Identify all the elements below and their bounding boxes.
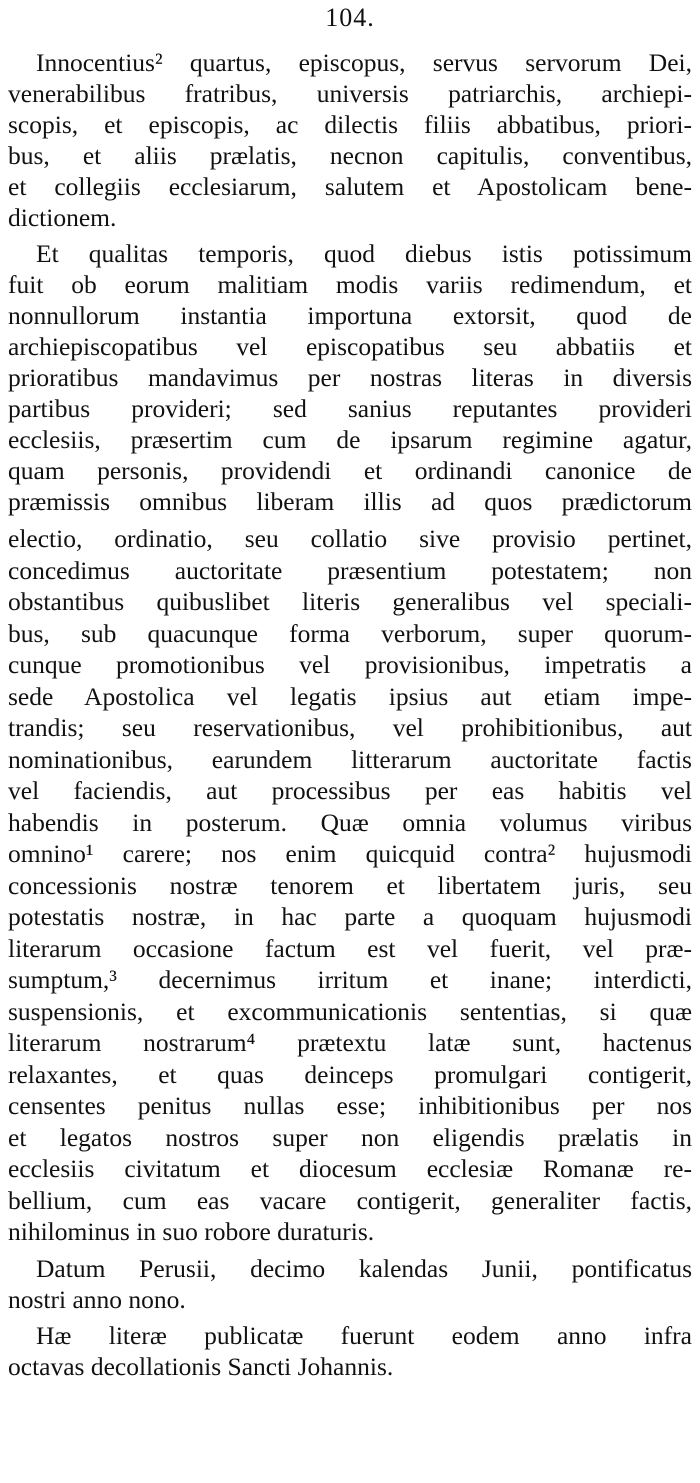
text-line: nominationibus, earundem litterarum auctoritate factis [8, 744, 692, 774]
page-number: 104. [325, 3, 375, 32]
paragraph-continuation [8, 523, 692, 1248]
text-line: trandis; seu reservationibus, vel prohibitionibus, aut [8, 713, 692, 742]
text-line: prioratibus mandavimus per nostras literas in diversis [8, 363, 692, 392]
text-line: et legatos nostros super non eligendis prælatis in [8, 1122, 692, 1152]
text-line: nonnullorum instantia importuna extorsit, quod de [8, 301, 692, 330]
text-line: venerabilibus fratribus, universis patriarchis, archiepi- [8, 79, 692, 108]
text-line: concedimus auctoritate præsentium potestatem; non [8, 555, 692, 585]
text-line: literarum occasione factum est vel fuerit, vel præ- [8, 933, 692, 963]
text-line: nostri anno nono. [8, 1284, 186, 1314]
text-line: electio, ordinatio, seu collatio sive provisio pertinet, [8, 524, 692, 553]
text-line: quam personis, providendi et ordinandi canonice de [8, 456, 692, 485]
text-line: nihilominus in suo robore duraturis. [8, 1217, 375, 1246]
text-line: scopis, et episcopis, ac dilectis filiis abbatibus, priori- [8, 110, 692, 139]
paragraph-publication [8, 1320, 692, 1382]
text-line: Datum Perusii, decimo kalendas Junii, pontificatus [36, 1253, 692, 1283]
text-line: sumptum,³ decernimus irritum et inane; interdicti, [8, 965, 692, 994]
text-line: archiepiscopatibus vel episcopatibus seu abbatiis et [8, 332, 692, 361]
text-line: obstantibus quibuslibet literis generalibus vel speciali- [8, 587, 692, 616]
text-line: habendis in posterum. Quæ omnia volumus viribus [8, 807, 692, 837]
text-line: et collegiis ecclesiarum, salutem et Apostolicam bene- [8, 172, 692, 201]
text-line: relaxantes, et quas deinceps promulgari contigerit, [8, 1059, 692, 1089]
text-line: bellium, cum eas vacare contigerit, generaliter factis, [8, 1185, 692, 1215]
text-line: concessionis nostræ tenorem et libertatem juris, seu [8, 870, 692, 900]
text-line: Et qualitas temporis, quod diebus istis potissimum [36, 239, 692, 268]
text-line: literarum nostrarum⁴ prætextu latæ sunt, hactenus [8, 1028, 692, 1057]
text-line: censentes penitus nullas esse; inhibitionibus per nos [8, 1091, 692, 1120]
paragraph-date [8, 1253, 692, 1315]
body-text [8, 47, 692, 1382]
paragraph-salutation [8, 47, 692, 233]
text-line: partibus provideri; sed sanius reputantes provideri [8, 394, 692, 423]
text-line: sede Apostolica vel legatis ipsius aut etiam impe- [8, 681, 692, 711]
text-line: ecclesiis civitatum et diocesum ecclesiæ Romanæ re- [8, 1154, 692, 1183]
text-line: potestatis nostræ, in hac parte a quoquam hujusmodi [8, 902, 692, 931]
text-line: bus, et aliis prælatis, necnon capitulis, conventibus, [8, 141, 692, 170]
paragraph-preamble [8, 238, 692, 517]
text-line: bus, sub quacunque forma verborum, super quorum- [8, 618, 692, 648]
text-line: Innocentius² quartus, episcopus, servus servorum Dei, [36, 48, 692, 77]
text-line: omnino¹ carere; nos enim quicquid contra² hujusmodi [8, 839, 692, 868]
text-line: cunque promotionibus vel provisionibus, impetratis a [8, 650, 692, 679]
text-line: octavas decollationis Sancti Johannis. [8, 1351, 394, 1381]
text-line: fuit ob eorum malitiam modis variis redimendum, et [8, 270, 692, 299]
text-line: Hæ literæ publicatæ fuerunt eodem anno infra [36, 1320, 692, 1350]
text-line: præmissis omnibus liberam illis ad quos prædictorum [8, 487, 692, 516]
text-line: suspensionis, et excommunicationis sententias, si quæ [8, 996, 692, 1026]
text-line: ecclesiis, præsertim cum de ipsarum regimine agatur, [8, 425, 692, 454]
text-line: vel faciendis, aut processibus per eas habitis vel [8, 776, 692, 805]
text-line: dictionem. [8, 203, 117, 232]
